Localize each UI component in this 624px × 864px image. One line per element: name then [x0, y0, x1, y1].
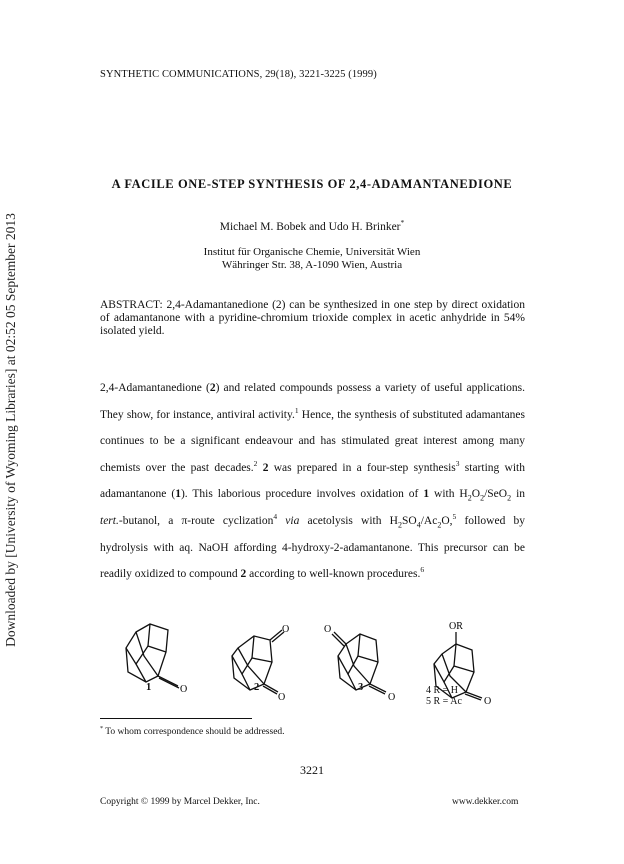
compound-ref: 2 [262, 461, 269, 474]
text-run: with H [429, 488, 468, 501]
download-note: Downloaded by [University of Wyoming Libraries] at 02:52 05 September 2013 [3, 213, 18, 647]
text-run: acetolysis with H [299, 514, 398, 527]
corresponding-mark: * [400, 218, 405, 228]
structure-3 [318, 620, 408, 705]
subscript: 2 [467, 493, 472, 503]
affiliation [0, 246, 624, 272]
citation: 1 [294, 405, 299, 415]
italic-text: tert. [100, 514, 119, 527]
text-run: O [471, 488, 481, 501]
abstract-text: 2,4-Adamantanedione (2) can be synthesized in one step by direct oxidation of adamantanone with a pyridine-chromium trioxide complex in acetic anhydride in 54% isolated yield. [100, 299, 525, 338]
structure-scheme [100, 620, 525, 710]
subscript: 4 [416, 520, 421, 530]
compound-label-5: 5 R = Ac [426, 696, 462, 707]
footnote-rule [100, 718, 252, 719]
subscript: 2 [507, 493, 512, 503]
subscript: 2 [397, 520, 402, 530]
compound-ref: 1 [423, 488, 430, 501]
oxygen-label: O [324, 624, 332, 635]
text-run: in [511, 488, 526, 501]
text-run: starting with adamantanone ( [100, 461, 525, 501]
citation: 5 [452, 512, 457, 522]
citation: 2 [253, 458, 258, 468]
authors: Michael M. Bobek and Udo H. Brinker [219, 221, 401, 233]
compound-label-1: 1 [146, 682, 152, 693]
text-run: 2,4-Adamantanedione ( [100, 382, 210, 394]
subscript: 2 [480, 493, 485, 503]
footnote-mark: * [100, 725, 104, 732]
abstract-label: ABSTRACT: [100, 299, 163, 311]
compound-ref: 2 [240, 568, 247, 581]
compound-ref: 1 [175, 488, 181, 501]
italic-text: via [285, 514, 300, 527]
adamantanedione-structure [218, 620, 308, 705]
text-run: ). This laborious procedure involves oxidation of [180, 488, 424, 501]
citation: 6 [420, 565, 425, 575]
text-run: was prepared in a four-step synthesis [268, 461, 456, 474]
text-run: /SeO [484, 488, 508, 501]
text-run: ) and related compounds possess a variety of useful applications. They show, for instance, antiviral activity. [100, 382, 525, 421]
oxygen-label: O [180, 684, 188, 695]
compound-label-2: 2 [254, 682, 260, 693]
oxygen-label: O [388, 692, 396, 703]
oxygen-label: O [484, 696, 492, 705]
structure-4-5 [418, 620, 508, 705]
body-text [100, 375, 525, 588]
body-paragraph [100, 375, 525, 588]
oxygen-label: O [282, 624, 290, 635]
article-title: A FACILE ONE-STEP SYNTHESIS OF 2,4-ADAMANTANEDIONE [111, 177, 513, 191]
affiliation-line-1: Institut für Organische Chemie, Universität Wien [203, 246, 421, 258]
footnote [100, 727, 285, 737]
text-run: SO [401, 514, 417, 527]
citation: 4 [273, 512, 278, 522]
text-run: O, [441, 514, 453, 527]
structure-2 [218, 620, 308, 705]
abstract [100, 299, 525, 339]
substituent-label: OR [449, 621, 463, 632]
compound-label-3: 3 [358, 682, 364, 693]
affiliation-line-2: Währinger Str. 38, A-1090 Wien, Austria [221, 259, 403, 271]
text-run: -butanol, a π-route cyclization [118, 514, 274, 527]
text-run: /Ac [420, 514, 438, 527]
author-line [0, 218, 624, 233]
compound-label-4: 4 R = H [426, 685, 459, 696]
page-number: 3221 [300, 763, 324, 777]
copyright: Copyright © 1999 by Marcel Dekker, Inc. [100, 797, 260, 807]
text-run: Hence, the synthesis of substituted adamantanes continues to be a significant endeavour and has stimulated great interest among many chemists over the past decades. [100, 408, 525, 474]
compound-ref: 2 [209, 382, 216, 394]
text-run: followed by hydrolysis with aq. NaOH affording 4-hydroxy-2-adamantanone. This precursor can be readily oxidized to compound [100, 514, 525, 581]
subscript: 2 [437, 520, 442, 530]
oxygen-label: O [278, 692, 286, 703]
journal-header: SYNTHETIC COMMUNICATIONS, 29(18), 3221-3225 (1999) [100, 69, 377, 80]
footnote-text: To whom correspondence should be addressed. [103, 727, 285, 737]
citation: 3 [455, 458, 460, 468]
publisher-website: www.dekker.com [452, 797, 519, 807]
compound-label-4-5 [426, 685, 462, 707]
structure-1 [106, 620, 196, 705]
text-run: according to well-known procedures. [246, 568, 421, 581]
